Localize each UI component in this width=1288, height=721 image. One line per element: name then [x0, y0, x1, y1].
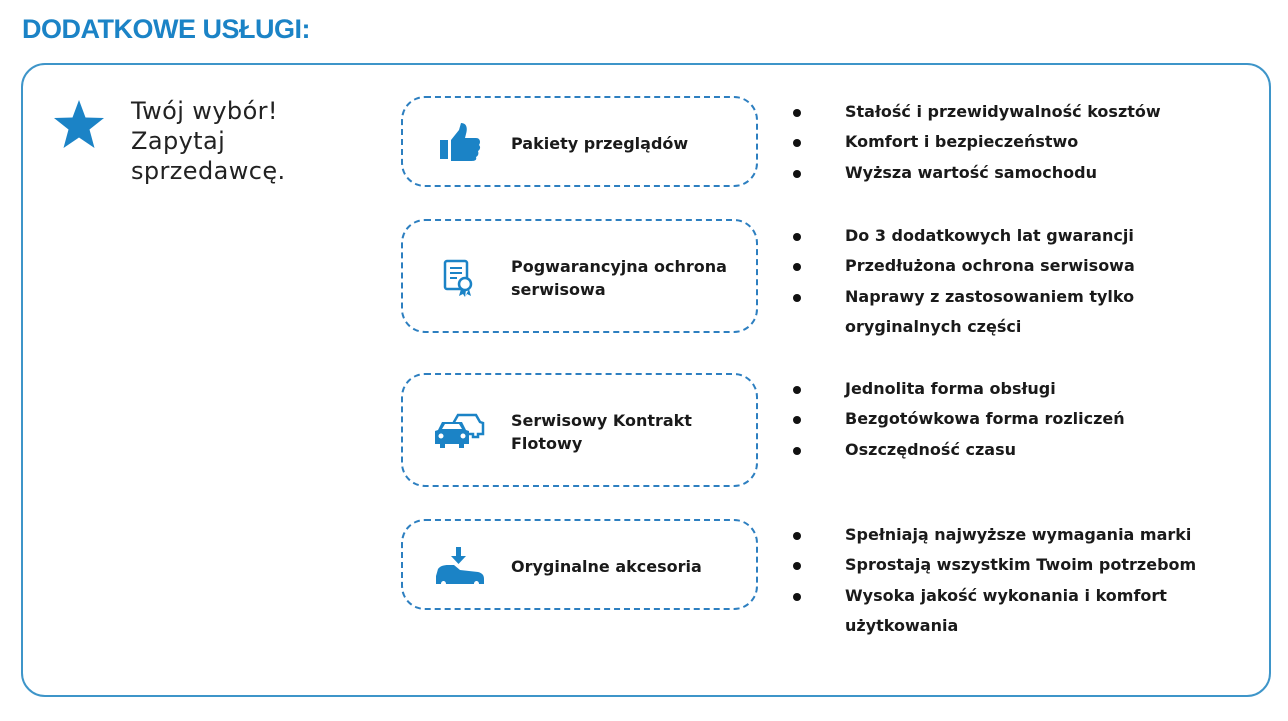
- benefit-list: [790, 374, 1245, 465]
- intro-text: [131, 96, 286, 186]
- service-label-line: Pakiety przeglądów: [511, 134, 689, 153]
- list-item: Komfort i bezpieczeństwo: [790, 127, 1245, 157]
- benefit-list: [790, 520, 1245, 642]
- list-item: Jednolita forma obsługi: [790, 374, 1245, 404]
- list-item: Do 3 dodatkowych lat gwarancji: [790, 221, 1245, 251]
- page-title: DODATKOWE USŁUGI:: [22, 14, 310, 44]
- service-label: [511, 255, 736, 301]
- benefit-list: [790, 97, 1245, 188]
- star-icon: [52, 98, 106, 152]
- list-item: Naprawy z zastosowaniem tylko oryginalnych części: [790, 282, 1245, 343]
- intro-line: Zapytaj: [131, 127, 226, 155]
- service-label: [511, 132, 736, 155]
- list-item: Spełniają najwyższe wymagania marki: [790, 520, 1245, 550]
- list-item: Wysoka jakość wykonania i komfort użytkowania: [790, 581, 1245, 642]
- service-card-fleet-contract: [401, 373, 758, 487]
- intro-line: sprzedawcę.: [131, 157, 286, 185]
- service-label-line: Flotowy: [511, 434, 583, 453]
- service-label-line: Serwisowy Kontrakt: [511, 411, 692, 430]
- service-label-line: Pogwarancyjna ochrona: [511, 257, 727, 276]
- list-item: Sprostają wszystkim Twoim potrzebom: [790, 550, 1245, 580]
- benefit-list: [790, 221, 1245, 343]
- list-item: Stałość i przewidywalność kosztów: [790, 97, 1245, 127]
- list-item: Oszczędność czasu: [790, 435, 1245, 465]
- service-label: [511, 409, 736, 455]
- car-accessory-icon: [431, 545, 487, 589]
- thumbs-up-icon: [431, 120, 487, 164]
- list-item: Wyższa wartość samochodu: [790, 158, 1245, 188]
- certificate-icon: [431, 256, 487, 300]
- service-card-inspection-packages: [401, 96, 758, 187]
- list-item: Bezgotówkowa forma rozliczeń: [790, 404, 1245, 434]
- cars-fleet-icon: [431, 410, 487, 454]
- service-card-original-accessories: [401, 519, 758, 610]
- service-label-line: Oryginalne akcesoria: [511, 557, 702, 576]
- intro-line: Twój wybór!: [131, 97, 278, 125]
- service-label: [511, 555, 736, 578]
- service-card-warranty-protection: [401, 219, 758, 333]
- list-item: Przedłużona ochrona serwisowa: [790, 251, 1245, 281]
- service-label-line: serwisowa: [511, 280, 606, 299]
